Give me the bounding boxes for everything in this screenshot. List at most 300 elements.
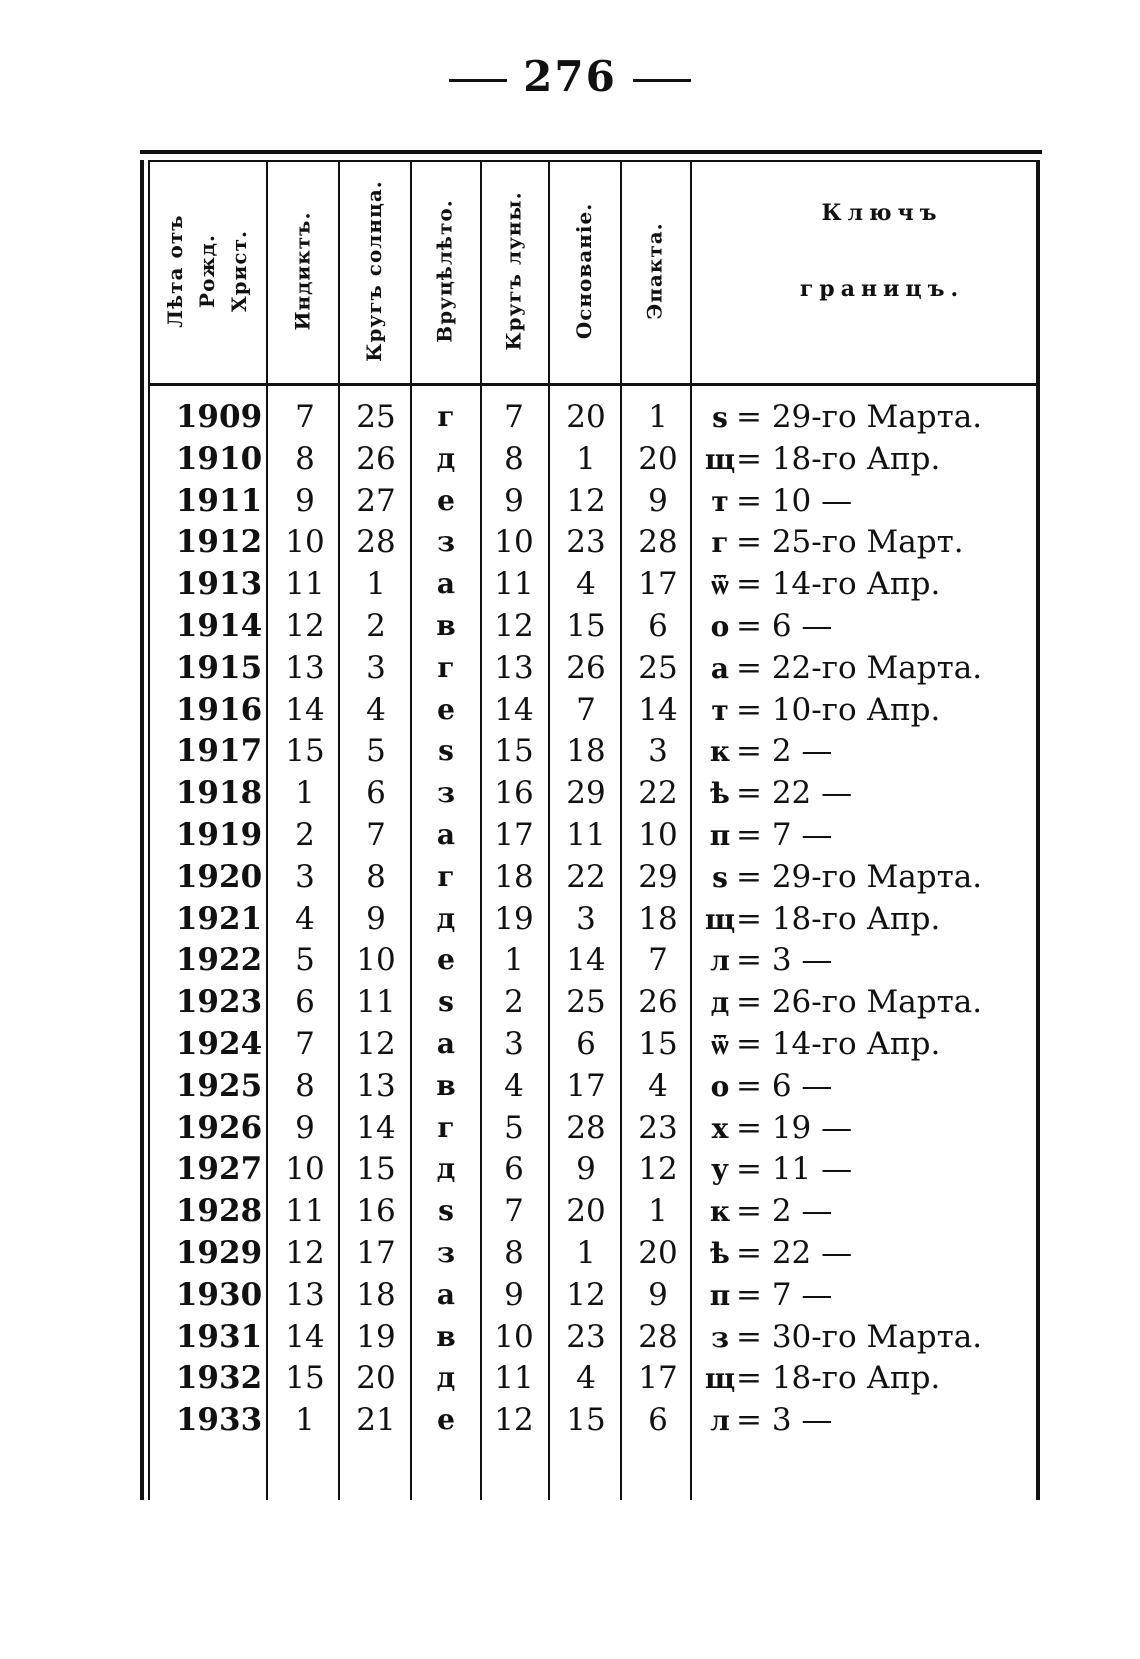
year-cell: 1925 <box>175 1067 263 1104</box>
table-row <box>140 1065 1042 1107</box>
osnovanie-cell: 29 <box>566 775 606 812</box>
header-osnovanie-label: Основаніе. <box>572 202 597 340</box>
key-letter: ѣ <box>710 1237 730 1270</box>
key-text: = 6 — <box>736 608 833 644</box>
table-row <box>140 521 1042 563</box>
key-text: = 10-го Апр. <box>736 691 941 728</box>
osnovanie-cell: 20 <box>566 1193 606 1230</box>
table-row <box>140 1190 1042 1232</box>
year-cell: 1932 <box>175 1360 263 1397</box>
table-row <box>140 605 1042 647</box>
epakta-cell: 20 <box>638 1235 678 1271</box>
osnovanie-cell: 9 <box>576 1151 596 1188</box>
osnovanie-cell: 7 <box>576 691 596 728</box>
krug-luny-cell: 8 <box>504 440 524 477</box>
key-cell <box>704 396 1040 439</box>
header-krug-solnca-label: Кругъ солнца. <box>362 180 386 362</box>
krug-solnca-cell: 21 <box>356 1402 396 1439</box>
indikt-cell: 2 <box>295 817 315 853</box>
year-cell: 1927 <box>175 1151 263 1188</box>
paschal-table <box>140 150 1042 1500</box>
table-row <box>140 1023 1042 1065</box>
key-letter: у <box>711 1153 729 1187</box>
indikt-cell: 12 <box>285 608 325 644</box>
key-text: = 25-го Март. <box>736 524 964 561</box>
krug-solnca-cell: 10 <box>356 942 396 979</box>
key-letter: щ <box>704 1362 736 1396</box>
key-text: = 26-го Марта. <box>736 984 983 1021</box>
osnovanie-cell: 3 <box>576 900 596 937</box>
krug-solnca-cell: 19 <box>356 1318 396 1355</box>
osnovanie-cell: 15 <box>566 1402 606 1439</box>
dash-right <box>633 79 691 82</box>
table-top-rule-inner <box>148 160 1036 162</box>
key-text: = 22 — <box>736 775 853 812</box>
krug-solnca-cell: 12 <box>356 1026 396 1062</box>
epakta-cell: 25 <box>638 649 678 686</box>
krug-luny-cell: 2 <box>504 984 524 1021</box>
key-letter: к <box>709 735 731 769</box>
key-text: = 18-го Апр. <box>736 1360 941 1397</box>
krug-luny-cell: 8 <box>504 1235 524 1271</box>
krug-luny-cell: 13 <box>494 649 534 686</box>
key-text: = 19 — <box>736 1109 853 1146</box>
page-number-value: 276 <box>523 52 617 101</box>
indikt-cell: 13 <box>285 649 325 686</box>
krug-solnca-cell: 3 <box>366 649 386 686</box>
key-cell <box>704 1399 1040 1442</box>
krug-luny-cell: 12 <box>494 608 534 644</box>
key-cell <box>704 1107 1040 1150</box>
krug-luny-cell: 10 <box>494 524 534 561</box>
key-text: = 7 — <box>736 1276 833 1313</box>
krug-luny-cell: 7 <box>504 1193 524 1230</box>
key-cell <box>704 730 1040 773</box>
key-text: = 2 — <box>736 733 833 770</box>
page-number <box>0 52 1140 101</box>
key-letter: д <box>710 986 730 1020</box>
vrutseleto-cell: в <box>436 1319 456 1353</box>
vrutseleto-cell: ѕ <box>438 985 454 1019</box>
osnovanie-cell: 18 <box>566 733 606 770</box>
key-cell <box>704 563 1040 606</box>
key-cell <box>704 1357 1040 1400</box>
osnovanie-cell: 23 <box>566 1318 606 1355</box>
krug-solnca-cell: 6 <box>366 775 386 812</box>
table-row <box>140 1148 1042 1190</box>
table-row <box>140 480 1042 522</box>
krug-solnca-cell: 2 <box>366 608 386 644</box>
krug-luny-cell: 3 <box>504 1026 524 1062</box>
osnovanie-cell: 11 <box>566 817 606 853</box>
vrutseleto-cell: е <box>437 1403 455 1437</box>
key-letter: ѿ <box>711 1028 729 1061</box>
header-krug-luny <box>480 166 548 376</box>
indikt-cell: 6 <box>295 984 315 1021</box>
krug-luny-cell: 9 <box>504 482 524 519</box>
vrutseleto-cell: г <box>437 1110 455 1144</box>
osnovanie-cell: 14 <box>566 942 606 979</box>
key-text: = 7 — <box>736 817 833 853</box>
key-cell <box>704 856 1040 899</box>
key-cell <box>704 605 1040 648</box>
header-bottom-rule <box>148 383 1036 386</box>
header-key <box>732 200 1032 352</box>
indikt-cell: 4 <box>295 900 315 937</box>
year-cell: 1920 <box>175 858 263 895</box>
vrutseleto-cell: г <box>437 859 455 893</box>
table-row <box>140 856 1042 898</box>
key-text: = 18-го Апр. <box>736 440 941 477</box>
key-cell <box>704 689 1040 732</box>
key-cell <box>704 1232 1040 1275</box>
epakta-cell: 4 <box>648 1067 668 1104</box>
year-cell: 1918 <box>175 775 263 812</box>
key-cell <box>704 438 1040 481</box>
header-key-line2: границъ. <box>799 276 965 302</box>
krug-luny-cell: 16 <box>494 775 534 812</box>
indikt-cell: 8 <box>295 1067 315 1104</box>
osnovanie-cell: 6 <box>576 1026 596 1062</box>
krug-solnca-cell: 14 <box>356 1109 396 1146</box>
key-cell <box>704 1316 1040 1359</box>
krug-luny-cell: 4 <box>504 1067 524 1104</box>
year-cell: 1912 <box>175 524 263 561</box>
key-letter: г <box>711 526 729 560</box>
indikt-cell: 11 <box>285 566 325 603</box>
year-cell: 1931 <box>175 1318 263 1355</box>
vrutseleto-cell: г <box>437 650 455 684</box>
krug-solnca-cell: 11 <box>356 984 396 1021</box>
vrutseleto-cell: ѕ <box>438 734 454 768</box>
table-row <box>140 1107 1042 1149</box>
key-letter: щ <box>704 442 736 476</box>
osnovanie-cell: 20 <box>566 399 606 435</box>
epakta-cell: 15 <box>638 1026 678 1062</box>
table-row <box>140 772 1042 814</box>
krug-luny-cell: 6 <box>504 1151 524 1188</box>
key-letter: т <box>711 484 729 518</box>
key-text: = 30-го Марта. <box>736 1318 983 1355</box>
krug-solnca-cell: 4 <box>366 691 386 728</box>
key-text: = 14-го Апр. <box>736 1026 941 1062</box>
krug-solnca-cell: 20 <box>356 1360 396 1397</box>
table-row <box>140 647 1042 689</box>
epakta-cell: 17 <box>638 566 678 603</box>
key-text: = 3 — <box>736 1402 833 1439</box>
epakta-cell: 29 <box>638 858 678 895</box>
year-cell: 1933 <box>175 1402 263 1439</box>
header-osnovanie <box>548 166 620 376</box>
key-cell <box>704 939 1040 982</box>
osnovanie-cell: 1 <box>576 1235 596 1271</box>
indikt-cell: 15 <box>285 733 325 770</box>
key-text: = 22 — <box>736 1235 853 1271</box>
header-vrutseleto-label: Вруцѣлѣто. <box>433 199 458 343</box>
key-cell <box>704 772 1040 815</box>
table-row <box>140 1316 1042 1358</box>
table-row <box>140 981 1042 1023</box>
krug-luny-cell: 11 <box>494 566 534 603</box>
key-cell <box>704 1023 1040 1066</box>
krug-solnca-cell: 28 <box>356 524 396 561</box>
header-key-line1: Ключъ <box>821 200 943 226</box>
krug-solnca-cell: 13 <box>356 1067 396 1104</box>
year-cell: 1915 <box>175 649 263 686</box>
header-vrutseleto <box>410 166 480 376</box>
indikt-cell: 14 <box>285 1318 325 1355</box>
key-cell <box>704 898 1040 941</box>
table-row <box>140 1274 1042 1316</box>
dash-left <box>449 79 507 82</box>
table-row <box>140 1399 1042 1441</box>
header-indikt-label: Индиктъ. <box>290 211 314 331</box>
table-row <box>140 563 1042 605</box>
key-letter: л <box>710 944 730 978</box>
key-cell <box>704 1148 1040 1191</box>
indikt-cell: 7 <box>295 1026 315 1062</box>
key-letter: л <box>710 1404 730 1438</box>
krug-solnca-cell: 25 <box>356 399 396 435</box>
key-text: = 14-го Апр. <box>736 566 941 603</box>
key-letter: ѕ <box>712 860 728 894</box>
year-cell: 1924 <box>175 1026 263 1062</box>
key-letter: ѕ <box>712 401 728 434</box>
osnovanie-cell: 12 <box>566 1276 606 1313</box>
indikt-cell: 10 <box>285 1151 325 1188</box>
epakta-cell: 1 <box>648 1193 668 1230</box>
osnovanie-cell: 4 <box>576 566 596 603</box>
year-cell: 1929 <box>175 1235 263 1271</box>
key-cell <box>704 1065 1040 1108</box>
krug-luny-cell: 1 <box>504 942 524 979</box>
epakta-cell: 1 <box>648 399 668 435</box>
key-letter: ѿ <box>711 568 729 602</box>
osnovanie-cell: 26 <box>566 649 606 686</box>
header-year <box>148 166 266 376</box>
epakta-cell: 3 <box>648 733 668 770</box>
krug-solnca-cell: 7 <box>366 817 386 853</box>
key-letter: ѣ <box>710 777 730 811</box>
header-krug-solnca <box>338 166 410 376</box>
key-text: = 29-го Марта. <box>736 858 983 895</box>
key-cell <box>704 1190 1040 1233</box>
indikt-cell: 9 <box>295 482 315 519</box>
vrutseleto-cell: з <box>437 1236 455 1269</box>
vrutseleto-cell: е <box>437 692 455 726</box>
epakta-cell: 10 <box>638 817 678 853</box>
year-cell: 1922 <box>175 942 263 979</box>
krug-solnca-cell: 16 <box>356 1193 396 1230</box>
indikt-cell: 15 <box>285 1360 325 1397</box>
krug-luny-cell: 18 <box>494 858 534 895</box>
krug-solnca-cell: 5 <box>366 733 386 770</box>
table-row <box>140 1357 1042 1399</box>
key-text: = 3 — <box>736 942 833 979</box>
vrutseleto-cell: ѕ <box>438 1194 454 1228</box>
header-krug-luny-label: Кругъ луны. <box>502 191 527 351</box>
key-letter: щ <box>704 902 736 936</box>
epakta-cell: 12 <box>638 1151 678 1188</box>
vrutseleto-cell: д <box>436 1152 456 1186</box>
indikt-cell: 10 <box>285 524 325 561</box>
header-epakta-label: Эпакта. <box>643 222 668 320</box>
indikt-cell: 9 <box>295 1109 315 1146</box>
osnovanie-cell: 1 <box>576 440 596 477</box>
key-letter: к <box>709 1195 731 1229</box>
krug-luny-cell: 15 <box>494 733 534 770</box>
key-letter: о <box>710 610 730 643</box>
epakta-cell: 17 <box>638 1360 678 1397</box>
key-letter: х <box>711 1111 729 1145</box>
key-cell <box>704 981 1040 1024</box>
osnovanie-cell: 4 <box>576 1360 596 1397</box>
osnovanie-cell: 15 <box>566 608 606 644</box>
osnovanie-cell: 25 <box>566 984 606 1021</box>
krug-luny-cell: 17 <box>494 817 534 853</box>
krug-luny-cell: 10 <box>494 1318 534 1355</box>
year-cell: 1921 <box>175 900 263 937</box>
krug-luny-cell: 7 <box>504 399 524 435</box>
osnovanie-cell: 17 <box>566 1067 606 1104</box>
krug-luny-cell: 9 <box>504 1276 524 1313</box>
year-cell: 1923 <box>175 984 263 1021</box>
krug-solnca-cell: 15 <box>356 1151 396 1188</box>
epakta-cell: 9 <box>648 482 668 519</box>
vrutseleto-cell: в <box>436 1068 456 1102</box>
year-cell: 1926 <box>175 1109 263 1146</box>
year-cell: 1913 <box>175 566 263 603</box>
indikt-cell: 13 <box>285 1276 325 1313</box>
table-top-rule <box>140 150 1042 154</box>
table-row <box>140 689 1042 731</box>
epakta-cell: 20 <box>638 440 678 477</box>
vrutseleto-cell: д <box>436 901 456 935</box>
key-cell <box>704 480 1040 523</box>
epakta-cell: 9 <box>648 1276 668 1313</box>
epakta-cell: 28 <box>638 524 678 561</box>
osnovanie-cell: 12 <box>566 482 606 519</box>
vrutseleto-cell: в <box>436 609 456 642</box>
key-letter: т <box>711 693 729 727</box>
epakta-cell: 6 <box>648 1402 668 1439</box>
krug-luny-cell: 19 <box>494 900 534 937</box>
vrutseleto-cell: з <box>437 776 455 810</box>
key-text: = 18-го Апр. <box>736 900 941 937</box>
indikt-cell: 7 <box>295 399 315 435</box>
key-cell <box>704 647 1040 690</box>
year-cell: 1917 <box>175 733 263 770</box>
year-cell: 1910 <box>175 440 263 477</box>
key-letter: з <box>711 1320 729 1354</box>
osnovanie-cell: 22 <box>566 858 606 895</box>
krug-luny-cell: 14 <box>494 691 534 728</box>
key-text: = 11 — <box>736 1151 853 1188</box>
key-text: = 29-го Марта. <box>736 399 983 435</box>
indikt-cell: 12 <box>285 1235 325 1271</box>
indikt-cell: 1 <box>295 1402 315 1439</box>
indikt-cell: 11 <box>285 1193 325 1230</box>
epakta-cell: 28 <box>638 1318 678 1355</box>
year-cell: 1914 <box>175 608 263 644</box>
epakta-cell: 22 <box>638 775 678 812</box>
table-row <box>140 814 1042 856</box>
krug-luny-cell: 12 <box>494 1402 534 1439</box>
vrutseleto-cell: г <box>437 400 455 433</box>
krug-solnca-cell: 17 <box>356 1235 396 1271</box>
year-cell: 1916 <box>175 691 263 728</box>
year-cell: 1909 <box>175 399 263 435</box>
table-row <box>140 438 1042 480</box>
vrutseleto-cell: е <box>437 943 455 977</box>
year-cell: 1911 <box>175 482 263 519</box>
krug-luny-cell: 11 <box>494 1360 534 1397</box>
key-cell <box>704 814 1040 857</box>
indikt-cell: 14 <box>285 691 325 728</box>
indikt-cell: 5 <box>295 942 315 979</box>
vrutseleto-cell: е <box>437 483 455 517</box>
vrutseleto-cell: з <box>437 525 455 559</box>
key-text: = 6 — <box>736 1067 833 1104</box>
key-text: = 10 — <box>736 482 853 519</box>
vrutseleto-cell: а <box>436 818 456 851</box>
key-text: = 22-го Марта. <box>736 649 983 686</box>
year-cell: 1928 <box>175 1193 263 1230</box>
osnovanie-cell: 23 <box>566 524 606 561</box>
vrutseleto-cell: д <box>436 441 456 475</box>
indikt-cell: 3 <box>295 858 315 895</box>
krug-solnca-cell: 18 <box>356 1276 396 1313</box>
osnovanie-cell: 28 <box>566 1109 606 1146</box>
vrutseleto-cell: а <box>436 1277 456 1311</box>
epakta-cell: 14 <box>638 691 678 728</box>
epakta-cell: 26 <box>638 984 678 1021</box>
indikt-cell: 8 <box>295 440 315 477</box>
indikt-cell: 1 <box>295 775 315 812</box>
table-row <box>140 939 1042 981</box>
epakta-cell: 18 <box>638 900 678 937</box>
header-indikt <box>266 166 338 376</box>
epakta-cell: 6 <box>648 608 668 644</box>
table-row <box>140 396 1042 438</box>
table-row <box>140 898 1042 940</box>
krug-solnca-cell: 1 <box>366 566 386 603</box>
epakta-cell: 23 <box>638 1109 678 1146</box>
krug-solnca-cell: 26 <box>356 440 396 477</box>
krug-luny-cell: 5 <box>504 1109 524 1146</box>
key-cell <box>704 1274 1040 1317</box>
key-letter: о <box>710 1069 730 1103</box>
krug-solnca-cell: 27 <box>356 482 396 519</box>
year-cell: 1919 <box>175 817 263 853</box>
krug-solnca-cell: 8 <box>366 858 386 895</box>
krug-solnca-cell: 9 <box>366 900 386 937</box>
table-row <box>140 1232 1042 1274</box>
epakta-cell: 7 <box>648 942 668 979</box>
year-cell: 1930 <box>175 1276 263 1313</box>
vrutseleto-cell: а <box>436 567 456 601</box>
key-letter: п <box>709 819 731 852</box>
header-year-label: Лѣта отъ Рожд. Христ. <box>163 214 251 328</box>
table-row <box>140 730 1042 772</box>
key-letter: а <box>710 651 730 685</box>
key-cell <box>704 521 1040 564</box>
vrutseleto-cell: д <box>436 1361 456 1395</box>
header-epakta <box>620 166 690 376</box>
key-letter: п <box>709 1278 731 1312</box>
vrutseleto-cell: а <box>436 1027 456 1060</box>
key-text: = 2 — <box>736 1193 833 1230</box>
